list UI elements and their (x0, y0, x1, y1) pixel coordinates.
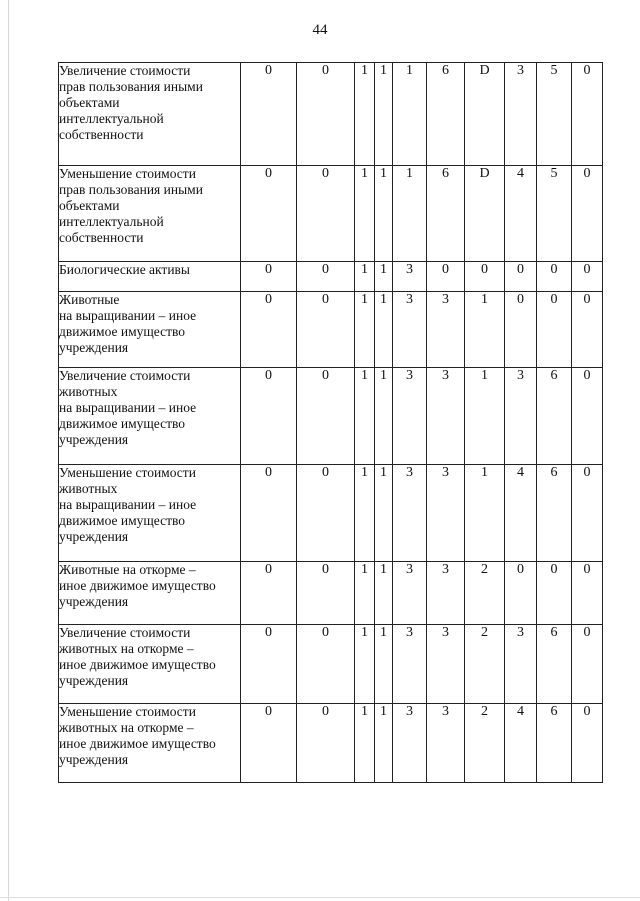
code-digit-cell: 0 (241, 166, 297, 262)
code-digit-cell: 4 (505, 704, 537, 783)
code-digit-cell: 0 (427, 262, 465, 292)
code-digit-cell: 6 (537, 465, 572, 562)
code-digit-cell: 0 (241, 368, 297, 465)
scan-edge-line (8, 0, 9, 901)
code-digit-cell: 3 (427, 625, 465, 704)
code-digit-cell: 0 (505, 292, 537, 368)
code-digit-cell: 3 (505, 368, 537, 465)
code-digit-cell: 0 (505, 562, 537, 625)
code-digit-cell: 0 (537, 562, 572, 625)
code-digit-cell: 0 (297, 625, 355, 704)
table-row (59, 625, 603, 704)
code-digit-cell: 6 (427, 63, 465, 166)
code-digit-cell: 0 (572, 262, 603, 292)
table-row (59, 465, 603, 562)
code-digit-cell: 1 (393, 166, 427, 262)
code-digit-cell: 1 (355, 63, 375, 166)
code-digit-cell: 1 (375, 262, 393, 292)
code-digit-cell: 0 (297, 262, 355, 292)
code-digit-cell: 5 (537, 63, 572, 166)
row-label: Увеличение стоимости животных на откорме – иное движимое имущество учреждения (59, 625, 241, 704)
code-digit-cell: 1 (355, 292, 375, 368)
code-digit-cell: 3 (427, 562, 465, 625)
code-digit-cell: 0 (297, 562, 355, 625)
table-row (59, 368, 603, 465)
code-digit-cell: 3 (427, 368, 465, 465)
code-digit-cell: 3 (393, 562, 427, 625)
code-digit-cell: 3 (505, 625, 537, 704)
code-digit-cell: 0 (572, 704, 603, 783)
code-digit-cell: 1 (355, 562, 375, 625)
row-label: Животные на выращивании – иное движимое имущество учреждения (59, 292, 241, 368)
code-digit-cell: 0 (297, 465, 355, 562)
code-digit-cell: 3 (393, 368, 427, 465)
code-digit-cell: 1 (375, 368, 393, 465)
code-digit-cell: 0 (241, 262, 297, 292)
code-digit-cell: 6 (537, 625, 572, 704)
row-label: Увеличение стоимости животных на выращивании – иное движимое имущество учреждения (59, 368, 241, 465)
row-label: Уменьшение стоимости животных на откорме – иное движимое имущество учреждения (59, 704, 241, 783)
code-digit-cell: 3 (393, 465, 427, 562)
code-digit-cell: 0 (241, 704, 297, 783)
code-digit-cell: 0 (505, 262, 537, 292)
code-digit-cell: 1 (355, 262, 375, 292)
code-digit-cell: 0 (465, 262, 505, 292)
table-row (59, 166, 603, 262)
table-row (59, 262, 603, 292)
code-digit-cell: 3 (393, 262, 427, 292)
code-digit-cell: 1 (465, 292, 505, 368)
code-digit-cell: 0 (241, 63, 297, 166)
code-digit-cell: 1 (375, 465, 393, 562)
table-row (59, 704, 603, 783)
code-digit-cell: 4 (505, 166, 537, 262)
code-digit-cell: 0 (241, 625, 297, 704)
code-digit-cell: 0 (572, 166, 603, 262)
code-digit-cell: 0 (572, 562, 603, 625)
code-digit-cell: 1 (355, 465, 375, 562)
code-digit-cell: 3 (393, 625, 427, 704)
code-digit-cell: 4 (505, 465, 537, 562)
code-digit-cell: 0 (572, 63, 603, 166)
code-digit-cell: 6 (537, 704, 572, 783)
page-number: 44 (312, 22, 328, 38)
code-digit-cell: 1 (375, 166, 393, 262)
code-digit-cell: 6 (537, 368, 572, 465)
row-label: Уменьшение стоимости прав пользования иными объектами интеллектуальной собственности (59, 166, 241, 262)
code-digit-cell: 2 (465, 625, 505, 704)
code-digit-cell: 0 (537, 262, 572, 292)
code-digit-cell: 0 (572, 465, 603, 562)
code-digit-cell: 0 (572, 625, 603, 704)
code-digit-cell: 1 (355, 625, 375, 704)
code-digit-cell: 1 (375, 625, 393, 704)
code-digit-cell: 0 (297, 292, 355, 368)
table-row (59, 292, 603, 368)
code-digit-cell: 1 (375, 562, 393, 625)
code-digit-cell: 3 (393, 292, 427, 368)
code-digit-cell: 0 (537, 292, 572, 368)
table-row (59, 63, 603, 166)
row-label: Животные на откорме – иное движимое имущество учреждения (59, 562, 241, 625)
code-digit-cell: 1 (375, 292, 393, 368)
code-digit-cell: 3 (427, 292, 465, 368)
code-digit-cell: 5 (537, 166, 572, 262)
row-label: Уменьшение стоимости животных на выращивании – иное движимое имущество учреждения (59, 465, 241, 562)
code-digit-cell: 1 (355, 704, 375, 783)
code-digit-cell: 1 (393, 63, 427, 166)
code-digit-cell: 0 (297, 166, 355, 262)
code-digit-cell: 0 (241, 465, 297, 562)
code-digit-cell: 3 (393, 704, 427, 783)
code-digit-cell: D (465, 166, 505, 262)
code-digit-cell: 0 (241, 292, 297, 368)
code-digit-cell: 1 (375, 63, 393, 166)
table-row (59, 562, 603, 625)
code-digit-cell: 6 (427, 166, 465, 262)
row-label: Увеличение стоимости прав пользования иными объектами интеллектуальной собственности (59, 63, 241, 166)
code-digit-cell: 0 (241, 562, 297, 625)
code-digit-cell: 3 (427, 704, 465, 783)
code-digit-cell: 3 (505, 63, 537, 166)
code-digit-cell: 1 (355, 166, 375, 262)
code-digit-cell: 0 (297, 704, 355, 783)
code-digit-cell: 1 (465, 465, 505, 562)
code-digit-cell: 1 (465, 368, 505, 465)
code-digit-cell: 0 (297, 63, 355, 166)
code-digit-cell: 0 (297, 368, 355, 465)
row-label: Биологические активы (59, 262, 241, 292)
code-digit-cell: 0 (572, 292, 603, 368)
code-digit-cell: 2 (465, 562, 505, 625)
scan-bottom-line (0, 897, 640, 898)
code-digit-cell: 1 (355, 368, 375, 465)
account-code-table (58, 62, 603, 783)
code-digit-cell: 1 (375, 704, 393, 783)
table-body (59, 63, 603, 783)
code-digit-cell: 0 (572, 368, 603, 465)
code-digit-cell: 2 (465, 704, 505, 783)
code-digit-cell: 3 (427, 465, 465, 562)
code-digit-cell: D (465, 63, 505, 166)
